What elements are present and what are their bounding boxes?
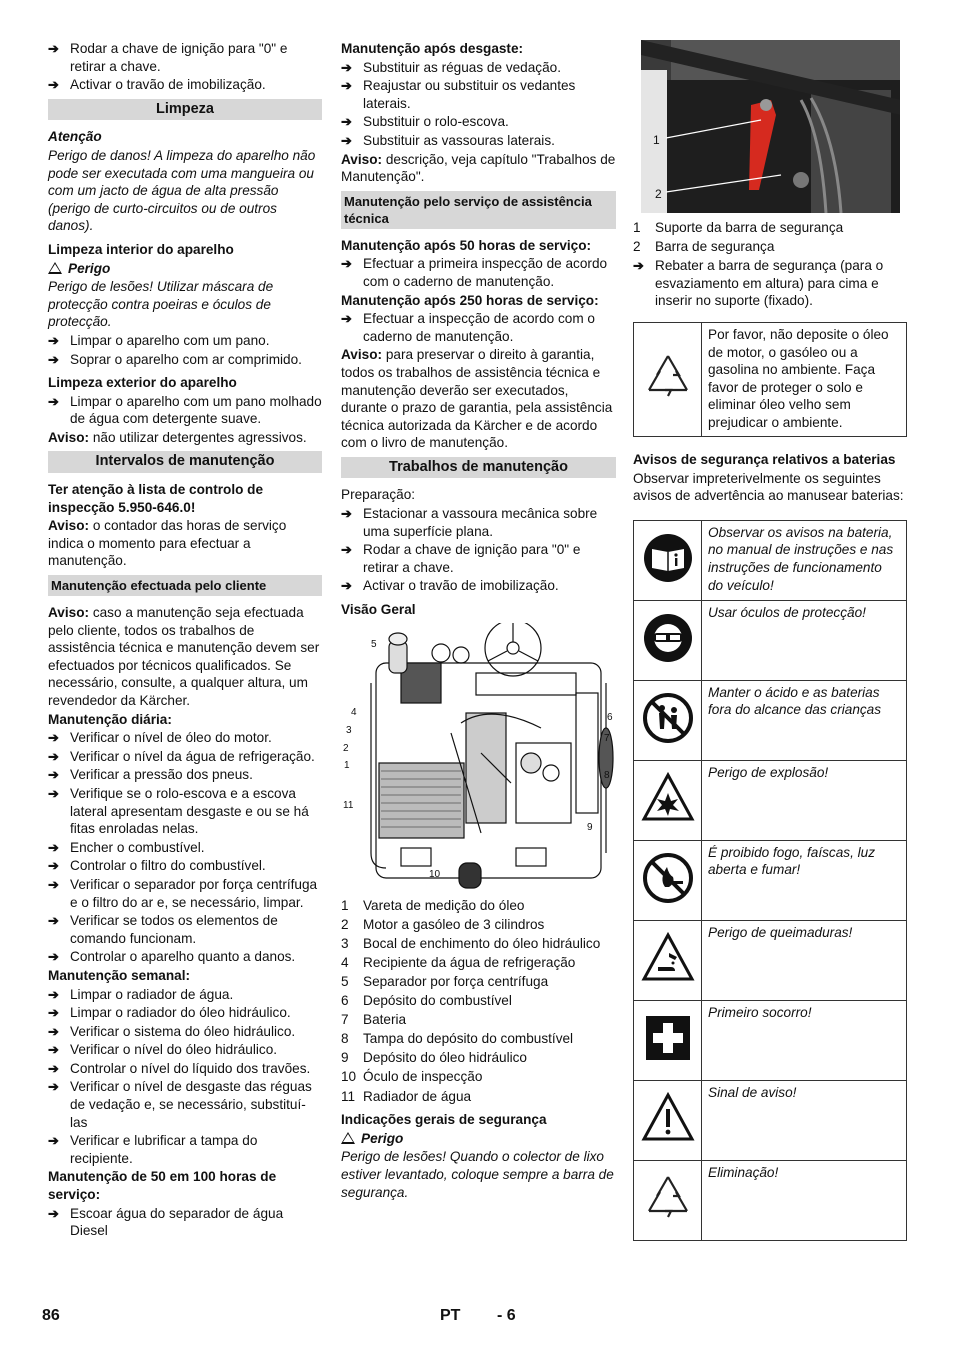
recycle-icon bbox=[634, 1160, 702, 1240]
arrow-right-icon: ➔ bbox=[48, 351, 59, 367]
figure-callout: 3 bbox=[346, 724, 352, 736]
photo-callout: 2 bbox=[655, 187, 662, 201]
attention-label: Atenção bbox=[48, 129, 102, 145]
legend-item: 1 Vareta de medição do óleo bbox=[341, 897, 525, 913]
page-number: 86 bbox=[42, 1307, 60, 1324]
arrow-right-icon: ➔ bbox=[341, 506, 352, 522]
h50-100-list bbox=[48, 1205, 322, 1240]
arrow-right-icon: ➔ bbox=[48, 949, 59, 965]
figure-callout: 2 bbox=[343, 742, 349, 754]
list-item: ➔ Estacionar a vassoura mecânica sobre uma superfície plana. bbox=[341, 506, 598, 539]
list-item: ➔ Encher o combustível. bbox=[48, 839, 205, 855]
figure-callout: 11 bbox=[343, 799, 354, 811]
symbol-text: Eliminação! bbox=[702, 1160, 907, 1240]
warning-icon bbox=[634, 1080, 702, 1160]
column-right bbox=[633, 40, 907, 1241]
column-left bbox=[48, 40, 322, 1241]
acid-burn-icon bbox=[634, 920, 702, 1000]
list-item: ➔ Escoar água do separador de água Diesel bbox=[48, 1205, 284, 1239]
h50-100-title: Manutenção de 50 em 100 horas de serviço: bbox=[48, 1169, 277, 1203]
section-number: - 6 bbox=[497, 1307, 516, 1324]
legend-item: 3 Bocal de enchimento do óleo hidráulico bbox=[341, 935, 601, 951]
prep-list bbox=[341, 505, 616, 595]
list-item: ➔ Substituir as vassouras laterais. bbox=[341, 132, 555, 148]
figure-callout: 8 bbox=[604, 769, 610, 781]
list-item: ➔ Verificar o sistema do óleo hidráulico. bbox=[48, 1023, 296, 1039]
symbol-row bbox=[634, 600, 907, 680]
list-item: ➔ Verificar o separador por força centrífuga e o filtro do ar e, se necessário, limpar. bbox=[48, 876, 318, 910]
symbol-text: É proibido fogo, faíscas, luz aberta e fumar! bbox=[702, 840, 907, 920]
legend-item: 4 Recipiente da água de refrigeração bbox=[341, 954, 576, 970]
column-middle bbox=[341, 40, 616, 1202]
figure-callout: 6 bbox=[607, 711, 613, 723]
arrow-right-icon: ➔ bbox=[48, 839, 59, 855]
danger-text: Perigo de lesões! Utilizar máscara de protecção contra poeiras e óculos de protecção. bbox=[48, 279, 274, 330]
figure-callout: 7 bbox=[604, 732, 610, 744]
environment-text: Por favor, não deposite o óleo de motor, o gasóleo ou a gasolina no ambiente. Faça favor de proteger o solo e eliminar óleo velho sem prejudicar o ambiente. bbox=[702, 322, 907, 436]
first-aid-icon bbox=[634, 1000, 702, 1080]
list-item: ➔ Reajustar ou substituir os vedantes laterais. bbox=[341, 78, 576, 111]
list-item: ➔ Verificar o nível do óleo hidráulico. bbox=[48, 1042, 278, 1058]
checklist-note: Ter atenção à lista de controlo de inspecção 5.950-646.0! bbox=[48, 482, 264, 515]
arrow-right-icon: ➔ bbox=[48, 913, 59, 929]
list-item: ➔ Limpar o radiador do óleo hidráulico. bbox=[48, 1005, 291, 1021]
language-code: PT bbox=[440, 1307, 461, 1324]
machine-overview-figure bbox=[341, 623, 616, 893]
arrow-right-icon: ➔ bbox=[48, 785, 59, 801]
prep-label: Preparação: bbox=[341, 487, 416, 503]
battery-intro: Observar impreterivelmente os seguintes avisos de advertência ao manusear baterias: bbox=[633, 470, 904, 504]
notice: Aviso: não utilizar detergentes agressivos. bbox=[48, 429, 307, 445]
list-item: ➔ Verificar e lubrificar a tampa do recipiente. bbox=[48, 1133, 258, 1166]
overview-title: Visão Geral bbox=[341, 602, 416, 618]
symbol-row bbox=[634, 680, 907, 760]
h50-title: Manutenção após 50 horas de serviço: bbox=[341, 237, 592, 253]
legend-item: 11 Radiador de água bbox=[341, 1088, 472, 1104]
wear-title: Manutenção após desgaste: bbox=[341, 41, 524, 56]
list-item: ➔ Controlar o filtro do combustível. bbox=[48, 858, 266, 874]
arrow-right-icon: ➔ bbox=[48, 1005, 59, 1021]
notice: Aviso: caso a manutenção seja efectuada pelo cliente, todos os trabalhos de assistência técnica e manutenção devem ser efectuados por técnicos qualificados. Se necessário, consulte, a qualquer altura, um revendedor da Kärcher. bbox=[48, 605, 320, 708]
warning-triangle-icon bbox=[48, 262, 62, 274]
symbol-row bbox=[634, 920, 907, 1000]
no-children-icon bbox=[634, 680, 702, 760]
symbol-text: Perigo de queimaduras! bbox=[702, 920, 907, 1000]
arrow-right-icon: ➔ bbox=[48, 1060, 59, 1076]
symbol-row bbox=[634, 840, 907, 920]
arrow-right-icon: ➔ bbox=[48, 77, 59, 93]
symbol-text: Manter o ácido e as baterias fora do alcance das crianças bbox=[702, 680, 907, 760]
no-fire-icon bbox=[634, 840, 702, 920]
attention-text: Perigo de danos! A limpeza do aparelho não pode ser executada com uma mangueira ou com um jacto de água de alta pressão (perigo de curto-circuitos ou de outros danos). bbox=[48, 147, 316, 234]
legend-item: 2 Barra de segurança bbox=[633, 239, 775, 255]
figure-callout: 9 bbox=[587, 821, 593, 833]
warranty-notice: Aviso: para preservar o direito à garantia, todos os trabalhos de assistência técnica e manutenção deverão ser executados, durante o prazo de garantia, pela assistência técnica autorizada da Kärcher e de acordo com o livro de manutenção. bbox=[341, 347, 613, 451]
exterior-cleaning-title: Limpeza exterior do aparelho bbox=[48, 375, 237, 391]
arrow-right-icon: ➔ bbox=[48, 986, 59, 1002]
list-item: ➔ Verificar a pressão dos pneus. bbox=[48, 767, 253, 783]
explosion-icon bbox=[634, 760, 702, 840]
symbol-row bbox=[634, 520, 907, 600]
arrow-right-icon: ➔ bbox=[341, 256, 352, 272]
arrow-right-icon: ➔ bbox=[48, 767, 59, 783]
legend-item: 7 Bateria bbox=[341, 1012, 407, 1028]
notice: Aviso: descrição, veja capítulo "Trabalhos de Manutenção". bbox=[341, 151, 616, 185]
legend-item: 9 Depósito do óleo hidráulico bbox=[341, 1050, 527, 1066]
weekly-list bbox=[48, 986, 322, 1168]
safety-title: Indicações gerais de segurança bbox=[341, 1112, 547, 1128]
list-item: ➔ Controlar o aparelho quanto a danos. bbox=[48, 949, 296, 965]
figure-legend bbox=[341, 897, 616, 1106]
list-item: ➔ Rodar a chave de ignição para "0" e retirar a chave. bbox=[341, 542, 581, 575]
figure-callout: 4 bbox=[351, 706, 357, 718]
symbol-row bbox=[634, 1080, 907, 1160]
list-item: ➔ Verifique se o rolo-escova e a escova lateral apresentam desgaste e ou se há fitas enroladas nelas. bbox=[48, 785, 309, 837]
figure-callout: 5 bbox=[371, 638, 377, 650]
environment-note bbox=[633, 322, 907, 437]
list-item: ➔ Limpar o aparelho com um pano. bbox=[48, 332, 270, 348]
danger-note: Perigo bbox=[48, 260, 322, 278]
section-heading-works: Trabalhos de manutenção bbox=[341, 457, 616, 479]
list-item: ➔ Substituir as réguas de vedação. bbox=[341, 59, 561, 75]
list-item: ➔ Activar o travão de imobilização. bbox=[341, 578, 559, 594]
arrow-right-icon: ➔ bbox=[341, 542, 352, 558]
arrow-right-icon: ➔ bbox=[48, 748, 59, 764]
safety-bar-photo bbox=[641, 40, 900, 213]
symbol-text: Perigo de explosão! bbox=[702, 760, 907, 840]
arrow-right-icon: ➔ bbox=[48, 1205, 59, 1221]
list-item: ➔ Verificar o nível de desgaste das réguas de vedação e, se necessário, substituí-las bbox=[48, 1079, 312, 1130]
symbol-row bbox=[634, 1000, 907, 1080]
arrow-right-icon: ➔ bbox=[48, 41, 59, 56]
safety-bar-illustration bbox=[641, 40, 900, 213]
manual-icon bbox=[634, 520, 702, 600]
arrow-right-icon: ➔ bbox=[341, 132, 352, 148]
arrow-right-icon: ➔ bbox=[48, 393, 59, 409]
symbol-text: Observar os avisos na bateria, no manual de instruções e nas instruções de funcionamento do veículo! bbox=[702, 520, 907, 600]
arrow-right-icon: ➔ bbox=[341, 114, 352, 130]
list-item: ➔ Verificar se todos os elementos de comando funcionam. bbox=[48, 913, 278, 946]
warning-triangle-icon bbox=[341, 1132, 355, 1144]
symbol-row bbox=[634, 1160, 907, 1240]
section-heading-intervals: Intervalos de manutenção bbox=[48, 451, 322, 473]
list-item: ➔ Rodar a chave de ignição para "0" e retirar a chave. bbox=[48, 41, 288, 74]
arrow-right-icon: ➔ bbox=[341, 78, 352, 94]
symbol-text: Sinal de aviso! bbox=[702, 1080, 907, 1160]
list-item: ➔ Limpar o aparelho com um pano molhado de água com detergente suave. bbox=[48, 393, 322, 427]
photo-callout: 1 bbox=[653, 133, 660, 147]
danger-note: Perigo bbox=[341, 1130, 616, 1148]
arrow-right-icon: ➔ bbox=[48, 1079, 59, 1095]
section-heading-service: Manutenção pelo serviço de assistência técnica bbox=[341, 191, 616, 229]
section-heading-customer: Manutenção efectuada pelo cliente bbox=[48, 575, 322, 596]
arrow-right-icon: ➔ bbox=[48, 858, 59, 874]
legend-item: 5 Separador por força centrífuga bbox=[341, 974, 549, 989]
figure-callout: 10 bbox=[429, 868, 441, 880]
h250-title: Manutenção após 250 horas de serviço: bbox=[341, 292, 599, 308]
symbol-row bbox=[634, 760, 907, 840]
list-item: ➔ Verificar o nível de óleo do motor. bbox=[48, 730, 272, 746]
arrow-right-icon: ➔ bbox=[341, 578, 352, 594]
wear-list bbox=[341, 59, 616, 150]
daily-title: Manutenção diária: bbox=[48, 711, 172, 727]
list-item: ➔ Substituir o rolo-escova. bbox=[341, 114, 509, 130]
list-item: ➔ Efectuar a primeira inspecção de acordo com o caderno de manutenção. bbox=[341, 256, 608, 289]
arrow-right-icon: ➔ bbox=[48, 1133, 59, 1149]
arrow-right-icon: ➔ bbox=[48, 1023, 59, 1039]
list-item: ➔ Limpar o radiador de água. bbox=[48, 986, 234, 1002]
arrow-right-icon: ➔ bbox=[48, 730, 59, 746]
battery-title: Avisos de segurança relativos a baterias bbox=[633, 451, 896, 467]
legend-item: 8 Tampa do depósito do combustível bbox=[341, 1031, 574, 1047]
battery-symbols-table bbox=[633, 520, 907, 1241]
arrow-right-icon: ➔ bbox=[341, 59, 352, 75]
symbol-text: Usar óculos de protecção! bbox=[702, 600, 907, 680]
daily-list bbox=[48, 729, 322, 966]
weekly-title: Manutenção semanal: bbox=[48, 967, 191, 983]
arrow-right-icon: ➔ bbox=[633, 258, 644, 274]
photo-legend bbox=[633, 219, 907, 256]
figure-callout: 1 bbox=[344, 759, 350, 771]
section-heading-limpeza: Limpeza bbox=[48, 99, 322, 121]
list-item: ➔ Efectuar a inspecção de acordo com o caderno de manutenção. bbox=[341, 311, 595, 344]
list-item: ➔ Soprar o aparelho com ar comprimido. bbox=[48, 351, 302, 367]
legend-item: 1 Suporte da barra de segurança bbox=[633, 220, 844, 235]
arrow-right-icon: ➔ bbox=[48, 1042, 59, 1058]
list-item: ➔ Activar o travão de imobilização. bbox=[48, 77, 266, 93]
legend-item: 2 Motor a gasóleo de 3 cilindros bbox=[341, 916, 545, 932]
list-item: ➔ Rebater a barra de segurança (para o esvaziamento em altura) para cima e inserir no suporte (fixado). bbox=[633, 258, 884, 309]
interior-cleaning-title: Limpeza interior do aparelho bbox=[48, 241, 234, 257]
symbol-text: Primeiro socorro! bbox=[702, 1000, 907, 1080]
arrow-right-icon: ➔ bbox=[48, 876, 59, 892]
notice: Aviso: o contador das horas de serviço indica o momento para efectuar a manutenção. bbox=[48, 518, 287, 569]
goggles-icon bbox=[634, 600, 702, 680]
legend-item: 6 Depósito do combustível bbox=[341, 993, 512, 1009]
arrow-right-icon: ➔ bbox=[341, 311, 352, 327]
legend-item: 10 Óculo de inspecção bbox=[341, 1069, 483, 1085]
list-item: ➔ Controlar o nível do líquido dos travões. bbox=[48, 1060, 311, 1076]
list-item: ➔ Verificar o nível da água de refrigeração. bbox=[48, 748, 315, 764]
danger-text: Perigo de lesões! Quando o colector de lixo estiver levantado, coloque sempre a barra de segurança. bbox=[341, 1149, 614, 1200]
recycle-icon bbox=[634, 322, 702, 436]
arrow-right-icon: ➔ bbox=[48, 332, 59, 348]
